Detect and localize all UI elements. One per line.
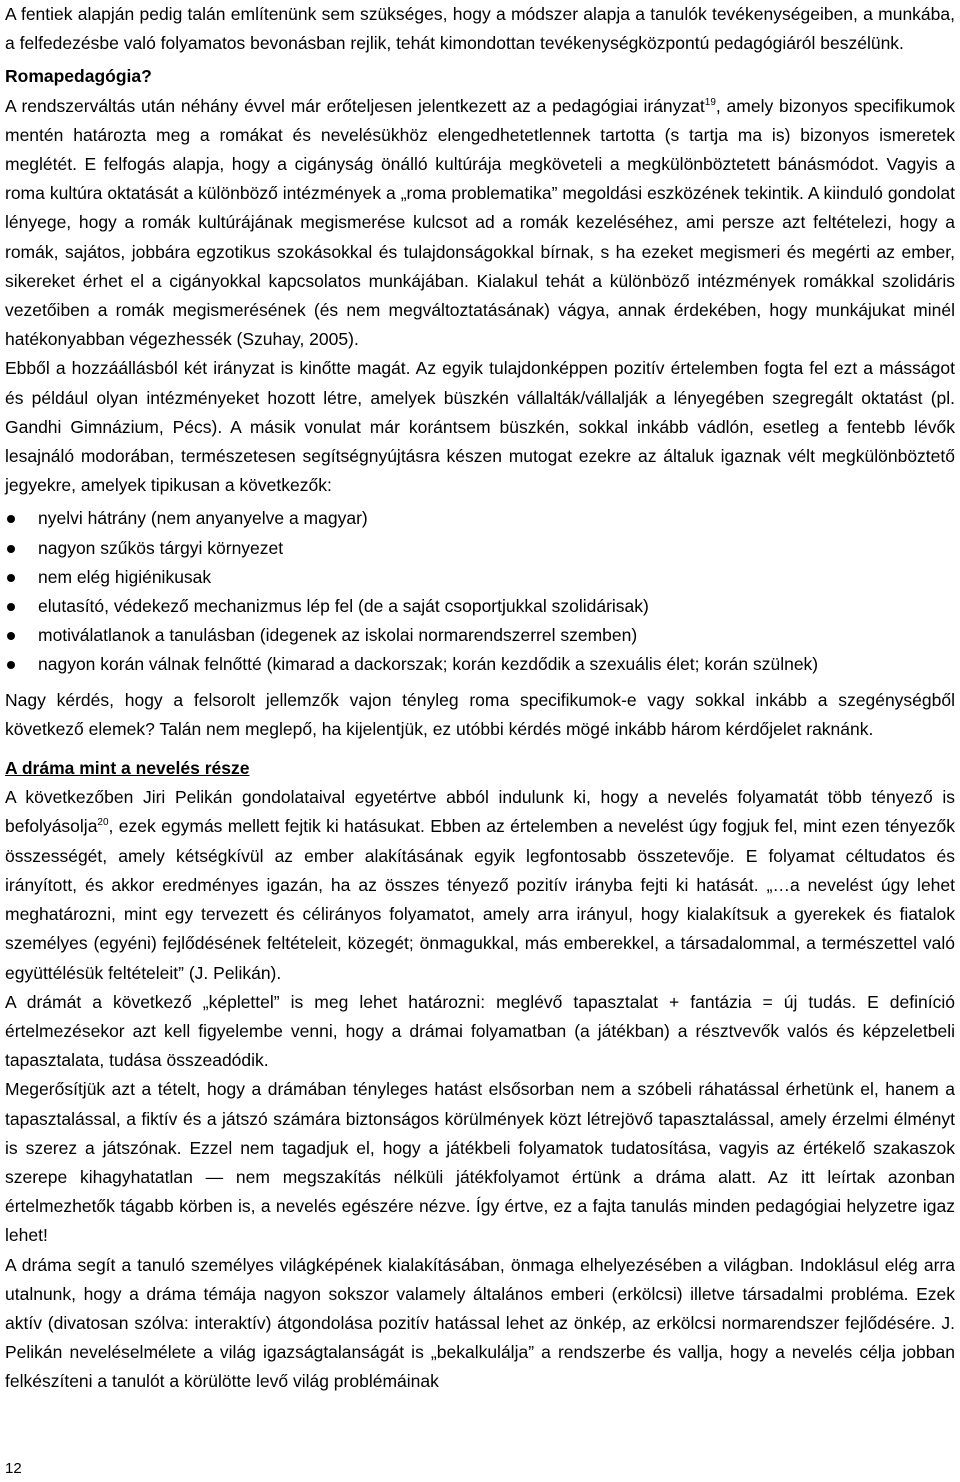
bullet-item bbox=[5, 563, 955, 592]
roma-paragraph-3: Nagy kérdés, hogy a felsorolt jellemzők vajon tényleg roma specifikumok-e vagy sokkal inkább a szegénységből következő elemek? Talán nem meglepő, ha kijelentjük, ez utóbbi kérdés mögé inkább három kérdőjelet raknánk. bbox=[5, 689, 955, 739]
bullet-dot-icon bbox=[7, 545, 15, 553]
page-number: 12 bbox=[5, 1460, 22, 1477]
trait-bullet-list bbox=[5, 504, 955, 679]
drama-paragraph-1 bbox=[5, 783, 955, 987]
drama-paragraph-1-start: A következőben Jiri Pelikán gondolataival egyetértve abból indulunk ki, hogy a nevelés folyamatát több tényező is befolyásolja bbox=[5, 787, 955, 837]
bullet-dot-icon bbox=[7, 574, 15, 582]
bullet-text: elutasító, védekező mechanizmus lép fel (de a saját csoportjukkal szolidárisak) bbox=[38, 596, 649, 617]
roma-paragraph-1 bbox=[5, 92, 955, 355]
bullet-text: nagyon szűkös tárgyi környezet bbox=[38, 537, 284, 558]
bullet-dot-icon bbox=[7, 515, 15, 523]
bullet-item bbox=[5, 650, 955, 679]
footnote-ref-20: 20 bbox=[97, 817, 109, 829]
bullet-text: nagyon korán válnak felnőtté (kimarad a dackorszak; korán kezdődik a szexuális élet; korán szülnek) bbox=[38, 654, 819, 675]
bullet-dot-icon bbox=[7, 603, 15, 611]
section-heading-drama: A dráma mint a nevelés része bbox=[5, 758, 250, 779]
section-heading-romapedagogia: Romapedagógia? bbox=[5, 66, 152, 87]
bullet-text: motiválatlanok a tanulásban (idegenek az iskolai normarendszerrel szemben) bbox=[38, 625, 638, 646]
drama-paragraph-3: Megerősítjük azt a tételt, hogy a drámában tényleges hatást elsősorban nem a szóbeli ráhatással érhetünk el, hanem a tapasztalással, a fiktív és a játszó számára biztonságos körülmények közt létrejövő tapasztalással, amely érzelmi élményt is szerez a játszónak. Ezzel nem tagadjuk el, hogy a játékbeli folyamatok tudatosítása, vagyis az értékelő szakaszok szerepe kihagyhatatlan — nem megszakítás nélküli játékfolyamot értünk a dráma alatt. Az itt leírtak azonban értelmezhetők tágabb körben is, a nevelés egészére nézve. Így értve, ez a fajta tanulás minden pedagógiai helyzetre igaz lehet! bbox=[5, 1079, 955, 1246]
drama-paragraph-1-rest: , ezek egymás mellett fejtik ki hatásukat. Ebben az értelemben a nevelést úgy fogjuk fel, mint ezen tényezők összességét, amely kétségkívül az ember alakításának egyik legfontosabb összetevője. E folyamat céltudatos és irányított, és akkor eredményes igazán, ha az összes tényező pozitív irányba fejti ki hatását. „…a nevelést úgy lehet meghatározni, mint egy tervezett és célirányos folyamatot, amely arra irányul, hogy kialakítsuk a gyerekek és fiatalok személyes (egyéni) fejlődésének feltételeit, közegét; önmagukkal, más emberekkel, a társadalommal, a természettel való együttélésük feltételeit” (J. Pelikán). bbox=[5, 816, 955, 983]
intro-paragraph: A fentiek alapján pedig talán említenünk sem szükséges, hogy a módszer alapja a tanulók tevékenységeiben, a munkába, a felfedezésbe való folyamatos bevonásban rejlik, tehát kimondottan tevékenységközpontú pedagógiáról beszélünk. bbox=[5, 4, 955, 54]
roma-paragraph-1-rest: , amely bizonyos specifikumok mentén határozta meg a romákat és nevelésükhöz elengedhetetlennek tartotta (s tartja ma is) bizonyos ismeretek meglétét. E felfogás alapja, hogy a cigányság önálló kultúrája megköveteli a megkülönböztetett bánásmódot. Vagyis a roma kultúra oktatását a különböző intézmények a „roma problematika” megoldási eszközének tekintik. A kiinduló gondolat lényege, hogy a romák kultúrájának megismerése kulcsot ad a romák kezeléséhez, ami persze azt feltételezi, hogy a romák, sajátos, jobbára egzotikus szokásokkal és tulajdonságokkal bírnak, s ha ezeket megismeri és megérti az ember, sikereket érhet el a cigányokkal kapcsolatos munkájában. Kialakul tehát a különböző intézmények romákkal szolidáris vezetőiben a romák megismerésének (és nem megváltoztatásának) vágya, annak érdekében, hogy munkájukat minél hatékonyabban végezhessék (Szuhay, 2005). bbox=[5, 95, 955, 350]
roma-paragraph-2: Ebből a hozzáállásból két irányzat is kinőtte magát. Az egyik tulajdonképpen pozitív értelemben fogta fel ezt a másságot és például olyan intézményeket hozott létre, amelyek büszkén vállalták/vállalják a lényegében szegregált oktatást (pl. Gandhi Gimnázium, Pécs). A másik vonulat már korántsem büszkén, sokkal inkább vádlón, esetleg a fentebb lévők lesajnáló modorában, természetesen segítségnyújtásra készen mutogat ezekre az általuk igaznak vélt megkülönböztető jegyekre, amelyek tipikusan a következők: bbox=[5, 358, 955, 496]
drama-paragraph-2: A drámát a következő „képlettel” is meg lehet határozni: meglévő tapasztalat + fantázia = új tudás. E definíció értelmezésekor azt kell figyelembe venni, hogy a drámai folyamatban (a játékban) a résztvevők valós és képzeletbeli tapasztalata, tudása összeadódik. bbox=[5, 991, 955, 1071]
roma-paragraph-1-start: A rendszerváltás után néhány évvel már erőteljesen jelentkezett az a pedagógiai irányzat bbox=[5, 95, 705, 116]
bullet-item bbox=[5, 592, 955, 621]
bullet-dot-icon bbox=[7, 632, 15, 640]
footnote-ref-19: 19 bbox=[704, 96, 716, 108]
bullet-item bbox=[5, 534, 955, 563]
bullet-text: nyelvi hátrány (nem anyanyelve a magyar) bbox=[38, 508, 368, 529]
document-page bbox=[5, 0, 955, 1397]
bullet-text: nem elég higiénikusak bbox=[38, 566, 212, 587]
bullet-item bbox=[5, 621, 955, 650]
bullet-dot-icon bbox=[7, 661, 15, 669]
bullet-item bbox=[5, 504, 955, 533]
drama-paragraph-4: A dráma segít a tanuló személyes világképének kialakításában, önmaga elhelyezésében a világban. Indoklásul elég arra utalnunk, hogy a dráma témája nagyon sokszor valamely általános emberi (erkölcsi) illetve társadalmi probléma. Ezek aktív (divatosan szólva: interaktív) átgondolása pozitív hatással lehet az önkép, az erkölcsi normarendszer fejlődésére. J. Pelikán neveléselmélete a világ igazságtalanságát is „bekalkulálja” a rendszerbe és vallja, hogy a nevelés célja jobban felkészíteni a tanulót a körülötte levő világ problémáinak bbox=[5, 1254, 955, 1392]
